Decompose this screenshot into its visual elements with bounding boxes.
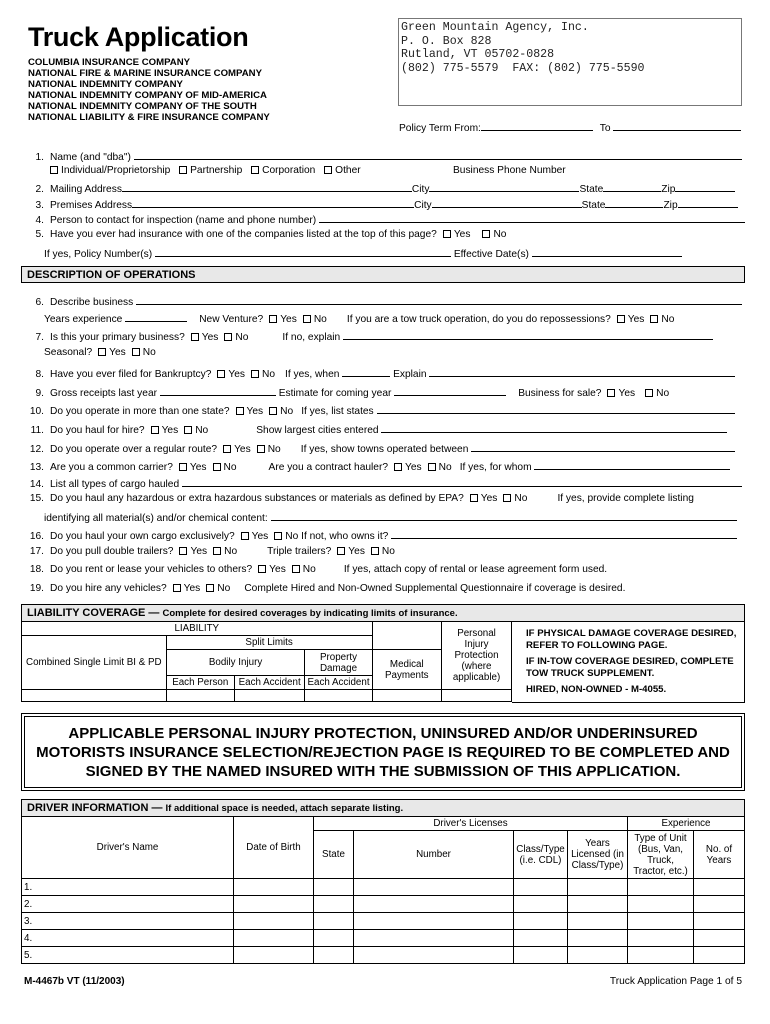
- q19-label: Do you hire any vehicles?: [50, 583, 167, 594]
- checkbox-no[interactable]: [213, 463, 221, 471]
- yes-label: Yes: [228, 369, 246, 380]
- liability-header: LIABILITY: [22, 622, 373, 636]
- option-label: Corporation: [262, 165, 316, 176]
- cell[interactable]: [568, 913, 628, 930]
- agency-line: Rutland, VT 05702-0828: [401, 48, 555, 61]
- company-name: NATIONAL LIABILITY & FIRE INSURANCE COMPANY: [28, 112, 270, 123]
- no-years-header: No. of Years: [694, 831, 745, 879]
- no-label: No: [514, 493, 528, 504]
- q18b-label: If yes, attach copy of rental or lease agreement form used.: [343, 564, 608, 575]
- section-heading: DESCRIPTION OF OPERATIONS: [27, 269, 196, 281]
- yes-label: Yes: [348, 546, 365, 557]
- bankruptcy-explain-field[interactable]: [429, 366, 735, 377]
- cell[interactable]: [694, 879, 745, 896]
- pip-field[interactable]: [442, 690, 512, 702]
- agency-line: (802) 775-5579 FAX: (802) 775-5590: [401, 61, 645, 75]
- checkbox-yes[interactable]: [258, 565, 266, 573]
- no-label: No: [235, 332, 249, 343]
- cities-field[interactable]: [381, 422, 727, 433]
- cell[interactable]: [628, 879, 694, 896]
- checkbox-yes[interactable]: [607, 389, 615, 397]
- yes-label: Yes: [183, 583, 201, 594]
- cell[interactable]: [354, 879, 514, 896]
- medical-field[interactable]: [372, 690, 442, 702]
- q15-label: Do you haul any hazardous or extra hazardous substances or materials as defined by EPA?: [50, 493, 464, 504]
- yes-label: Yes: [480, 493, 498, 504]
- driver-table: [21, 816, 745, 964]
- yes-label: Yes: [246, 406, 264, 417]
- checkbox-no[interactable]: [503, 494, 511, 502]
- option-label: Partnership: [190, 165, 243, 176]
- cell[interactable]: [694, 930, 745, 947]
- yes-label: Yes: [269, 564, 286, 575]
- checkbox-yes[interactable]: [236, 407, 244, 415]
- q7b-label: If no, explain: [282, 332, 341, 343]
- q3-label: Premises Address: [50, 200, 133, 211]
- checkbox-yes[interactable]: [269, 315, 277, 323]
- checkbox-no[interactable]: [224, 333, 232, 341]
- cell[interactable]: [514, 930, 568, 947]
- q19b-label: Complete Hired and Non-Owned Supplemental Questionnaire if coverage is desired.: [244, 583, 626, 594]
- q13c-label: If yes, for whom: [459, 462, 532, 473]
- policy-term-from-field[interactable]: [481, 120, 593, 131]
- cell[interactable]: [234, 879, 314, 896]
- no-label: No: [493, 229, 507, 240]
- no-label: No: [313, 314, 327, 325]
- cell[interactable]: [628, 913, 694, 930]
- cell[interactable]: [234, 896, 314, 913]
- pip-notice-text: APPLICABLE PERSONAL INJURY PROTECTION, UNINSURED AND/OR UNDERINSURED MOTORISTS INSURANCE SELECTION/REJECTION PAGE IS REQUIRED TO BE COMPLETED AND SIGNED BY THE NAMED INSURED WITH THE SUBMISSION OF THIS APPLICATION.: [24, 716, 742, 788]
- checkbox-no[interactable]: [292, 565, 300, 573]
- q7c-label: Seasonal?: [44, 347, 93, 358]
- table-row: [22, 896, 745, 913]
- option-label: Individual/Proprietorship: [61, 165, 171, 176]
- row-number: 3.: [22, 913, 234, 930]
- checkbox-yes[interactable]: [443, 230, 451, 238]
- q10-label: Do you operate in more than one state?: [50, 406, 230, 417]
- phone-label: Business Phone Number: [453, 165, 566, 176]
- cell[interactable]: [234, 913, 314, 930]
- no-label: No: [280, 406, 294, 417]
- liability-table: [21, 621, 512, 702]
- policy-term-from-label: Policy Term From:: [399, 123, 481, 134]
- checkbox-no[interactable]: [132, 348, 140, 356]
- no-label: No: [224, 546, 238, 557]
- section-liability: [21, 604, 745, 622]
- city-field[interactable]: [429, 181, 579, 192]
- q11-label: Do you haul for hire?: [50, 425, 145, 436]
- coverage-notes: [512, 621, 745, 703]
- yes-label: Yes: [405, 462, 422, 473]
- no-label: No: [438, 462, 452, 473]
- yes-label: Yes: [251, 531, 269, 542]
- for-whom-field[interactable]: [534, 459, 730, 470]
- checkbox-yes[interactable]: [394, 463, 402, 471]
- q6d-label: If you are a tow truck operation, do you do repossessions?: [346, 314, 611, 325]
- cell[interactable]: [628, 947, 694, 964]
- yes-label: Yes: [280, 314, 297, 325]
- table-row: [22, 913, 745, 930]
- cell[interactable]: [514, 913, 568, 930]
- q12b-label: If yes, show towns operated between: [300, 444, 469, 455]
- q11b-label: Show largest cities entered: [256, 425, 379, 436]
- cargo-field[interactable]: [182, 476, 742, 487]
- table-row: [22, 930, 745, 947]
- yes-label: Yes: [161, 425, 179, 436]
- medical-header: Medical Payments: [372, 650, 442, 690]
- q18-label: Do you rent or lease your vehicles to others?: [50, 564, 253, 575]
- no-label: No: [195, 425, 209, 436]
- checkbox-no[interactable]: [371, 547, 379, 555]
- table-row: [22, 879, 745, 896]
- number-header: Number: [354, 831, 514, 879]
- coverage-note: IF PHYSICAL DAMAGE COVERAGE DESIRED, REFER TO FOLLOWING PAGE.: [526, 628, 737, 651]
- checkbox-no[interactable]: [184, 426, 192, 434]
- checkbox-yes[interactable]: [151, 426, 159, 434]
- zip-label: Zip: [661, 184, 676, 195]
- checkbox-yes[interactable]: [217, 370, 225, 378]
- q9c-label: Business for sale?: [518, 388, 602, 399]
- policy-term-to-label: To: [599, 123, 611, 134]
- state-label: State: [581, 200, 606, 211]
- name-field[interactable]: [134, 149, 742, 160]
- cell[interactable]: [354, 913, 514, 930]
- unit-header: Type of Unit (Bus, Van, Truck, Tractor, etc.): [628, 831, 694, 879]
- q12-label: Do you operate over a regular route?: [50, 444, 218, 455]
- cell[interactable]: [354, 947, 514, 964]
- cell[interactable]: [568, 896, 628, 913]
- company-name: NATIONAL INDEMNITY COMPANY OF MID-AMERICA: [28, 90, 267, 101]
- describe-business-field[interactable]: [136, 294, 742, 305]
- q6c-label: New Venture?: [199, 314, 264, 325]
- checkbox-no[interactable]: [303, 315, 311, 323]
- yes-label: Yes: [618, 388, 636, 399]
- yes-label: Yes: [189, 462, 207, 473]
- company-name: NATIONAL FIRE & MARINE INSURANCE COMPANY: [28, 68, 262, 79]
- cell[interactable]: [314, 879, 354, 896]
- checkbox-partnership[interactable]: [179, 166, 187, 174]
- each-accident-header: Each Accident: [305, 676, 372, 690]
- yes-label: Yes: [234, 444, 251, 455]
- coverage-note: HIRED, NON-OWNED - M-4055.: [526, 684, 667, 695]
- row-number: 4.: [22, 930, 234, 947]
- yes-label: Yes: [453, 229, 471, 240]
- experience-header: Experience: [628, 817, 745, 831]
- q5c-label: Effective Date(s): [453, 249, 529, 260]
- section-subheading: Complete for desired coverages by indicating limits of insurance.: [162, 608, 458, 619]
- q13-label: Are you a common carrier?: [50, 462, 173, 473]
- q8b-label: If yes, when: [285, 369, 340, 380]
- property-header: Property Damage: [305, 650, 372, 676]
- checkbox-no[interactable]: [257, 445, 265, 453]
- q5b-label: If yes, Policy Number(s): [44, 249, 153, 260]
- checkbox-yes[interactable]: [337, 547, 345, 555]
- each-accident-header: Each Accident: [234, 676, 305, 690]
- checkbox-individual[interactable]: [50, 166, 58, 174]
- checkbox-yes[interactable]: [470, 494, 478, 502]
- option-label: Other: [335, 165, 361, 176]
- row-number: 2.: [22, 896, 234, 913]
- licenses-header: Driver's Licenses: [314, 817, 628, 831]
- policy-term: [399, 120, 741, 135]
- company-name: NATIONAL INDEMNITY COMPANY OF THE SOUTH: [28, 101, 257, 112]
- checkbox-no[interactable]: [251, 370, 259, 378]
- each-person-header: Each Person: [166, 676, 234, 690]
- cell[interactable]: [354, 896, 514, 913]
- section-drivers: [21, 799, 745, 817]
- q17-label: Do you pull double trailers?: [50, 546, 174, 557]
- checkbox-corporation[interactable]: [251, 166, 259, 174]
- q2-label: Mailing Address: [50, 184, 122, 195]
- q9b-label: Estimate for coming year: [278, 388, 392, 399]
- cell[interactable]: [234, 930, 314, 947]
- cell[interactable]: [314, 947, 354, 964]
- table-row: [22, 947, 745, 964]
- cell[interactable]: [234, 947, 314, 964]
- checkbox-yes[interactable]: [173, 584, 181, 592]
- years-experience-field[interactable]: [125, 311, 187, 322]
- checkbox-yes[interactable]: [241, 532, 249, 540]
- cell[interactable]: [514, 896, 568, 913]
- bodily-header: Bodily Injury: [166, 650, 305, 676]
- no-label: No: [285, 531, 299, 542]
- class-header: Class/Type (i.e. CDL): [514, 831, 568, 879]
- years-header: Years Licensed (in Class/Type): [568, 831, 628, 879]
- no-label: No: [381, 546, 395, 557]
- pip-notice-banner: [21, 713, 745, 791]
- cell[interactable]: [694, 947, 745, 964]
- cell[interactable]: [314, 913, 354, 930]
- checkbox-yes[interactable]: [179, 463, 187, 471]
- checkbox-yes[interactable]: [223, 445, 231, 453]
- states-field[interactable]: [377, 403, 735, 414]
- checkbox-no[interactable]: [269, 407, 277, 415]
- form-number: M-4467b VT (11/2003): [24, 976, 125, 987]
- row-number: 5.: [22, 947, 234, 964]
- company-name: NATIONAL INDEMNITY COMPANY: [28, 79, 183, 90]
- cell[interactable]: [314, 896, 354, 913]
- contact-field[interactable]: [319, 212, 745, 223]
- city-field[interactable]: [432, 197, 582, 208]
- zip-field[interactable]: [678, 197, 738, 208]
- q10b-label: If yes, list states: [301, 406, 374, 417]
- zip-label: Zip: [663, 200, 678, 211]
- q8c-label: Explain: [393, 369, 427, 380]
- state-label: State: [579, 184, 604, 195]
- checkbox-no[interactable]: [650, 315, 658, 323]
- cell[interactable]: [568, 930, 628, 947]
- yes-label: Yes: [201, 332, 219, 343]
- cell[interactable]: [568, 947, 628, 964]
- no-label: No: [656, 388, 670, 399]
- gross-receipts-field[interactable]: [160, 385, 276, 396]
- cell[interactable]: [514, 879, 568, 896]
- split-header: Split Limits: [166, 636, 372, 650]
- effective-date-field[interactable]: [532, 246, 682, 257]
- q9-label: Gross receipts last year: [50, 388, 158, 399]
- checkbox-other[interactable]: [324, 166, 332, 174]
- no-label: No: [302, 564, 316, 575]
- section-subheading: If additional space is needed, attach separate listing.: [165, 803, 404, 814]
- combined-header: Combined Single Limit BI & PD: [22, 636, 167, 690]
- cell[interactable]: [694, 913, 745, 930]
- dob-header: Date of Birth: [234, 817, 314, 879]
- q16b-label: If not, who owns it?: [301, 531, 389, 542]
- property-damage-field[interactable]: [305, 690, 372, 702]
- q6b-label: Years experience: [44, 314, 123, 325]
- estimate-field[interactable]: [394, 385, 506, 396]
- page-number: Truck Application Page 1 of 5: [609, 976, 742, 987]
- page-title: Truck Application: [28, 22, 249, 52]
- checkbox-no[interactable]: [274, 532, 282, 540]
- bankruptcy-when-field[interactable]: [342, 366, 390, 377]
- q13b-label: Are you a contract hauler?: [268, 462, 389, 473]
- company-list: [28, 57, 270, 123]
- cell[interactable]: [628, 896, 694, 913]
- explain-field[interactable]: [343, 329, 713, 340]
- section-operations: [21, 266, 745, 283]
- no-label: No: [267, 444, 281, 455]
- cell[interactable]: [354, 930, 514, 947]
- q8-label: Have you ever filed for Bankruptcy?: [50, 369, 212, 380]
- combined-limit-field[interactable]: [22, 690, 167, 702]
- q17b-label: Triple trailers?: [267, 546, 332, 557]
- checkbox-no[interactable]: [428, 463, 436, 471]
- q16-label: Do you haul your own cargo exclusively?: [50, 531, 235, 542]
- q15c-label: identifying all material(s) and/or chemical content:: [44, 513, 268, 524]
- cell[interactable]: [314, 930, 354, 947]
- no-label: No: [223, 462, 237, 473]
- city-label: City: [414, 200, 432, 211]
- driver-name-header: Driver's Name: [22, 817, 234, 879]
- no-label: No: [142, 347, 156, 358]
- no-label: No: [262, 369, 276, 380]
- q15b-label: If yes, provide complete listing: [557, 493, 694, 504]
- yes-label: Yes: [109, 347, 126, 358]
- row-number: 1.: [22, 879, 234, 896]
- section-heading: DRIVER INFORMATION —: [27, 802, 163, 814]
- towns-field[interactable]: [471, 441, 735, 452]
- coverage-note: IF IN-TOW COVERAGE DESIRED, COMPLETE TOW TRUCK SUPPLEMENT.: [526, 656, 734, 679]
- cell[interactable]: [568, 879, 628, 896]
- state-header: State: [314, 831, 354, 879]
- hazardous-field[interactable]: [271, 510, 737, 521]
- q5-label: Have you ever had insurance with one of the companies listed at the top of this page?: [50, 229, 437, 240]
- company-name: COLUMBIA INSURANCE COMPANY: [28, 57, 191, 68]
- policy-number-field[interactable]: [155, 246, 451, 257]
- state-field[interactable]: [603, 181, 661, 192]
- city-label: City: [411, 184, 430, 195]
- mailing-address-field[interactable]: [122, 181, 412, 192]
- yes-label: Yes: [627, 314, 645, 325]
- owner-field[interactable]: [391, 528, 737, 539]
- checkbox-no[interactable]: [213, 547, 221, 555]
- each-person-field[interactable]: [166, 690, 234, 702]
- state-field[interactable]: [605, 197, 663, 208]
- checkbox-no[interactable]: [645, 389, 653, 397]
- section-heading: LIABILITY COVERAGE —: [27, 607, 160, 619]
- zip-field[interactable]: [675, 181, 735, 192]
- q6-label: Describe business: [50, 297, 134, 308]
- checkbox-yes[interactable]: [179, 547, 187, 555]
- agency-line: P. O. Box 828: [401, 34, 492, 48]
- policy-term-to-field[interactable]: [613, 120, 741, 131]
- q14-label: List all types of cargo hauled: [50, 479, 180, 490]
- yes-label: Yes: [190, 546, 208, 557]
- checkbox-no[interactable]: [482, 230, 490, 238]
- q1-label: Name (and "dba"): [50, 152, 131, 163]
- cell[interactable]: [514, 947, 568, 964]
- checkbox-yes[interactable]: [617, 315, 625, 323]
- checkbox-no[interactable]: [206, 584, 214, 592]
- q7-label: Is this your primary business?: [50, 332, 185, 343]
- no-label: No: [217, 583, 231, 594]
- premises-address-field[interactable]: [132, 197, 414, 208]
- agency-box: [398, 18, 742, 106]
- cell[interactable]: [628, 930, 694, 947]
- pip-header: Personal Injury Protection (where applicable): [442, 622, 512, 690]
- checkbox-yes[interactable]: [191, 333, 199, 341]
- checkbox-yes[interactable]: [98, 348, 106, 356]
- agency-line: Green Mountain Agency, Inc.: [401, 21, 589, 34]
- no-label: No: [661, 314, 675, 325]
- each-accident-field[interactable]: [234, 690, 305, 702]
- q4-label: Person to contact for inspection (name and phone number): [50, 215, 317, 226]
- cell[interactable]: [694, 896, 745, 913]
